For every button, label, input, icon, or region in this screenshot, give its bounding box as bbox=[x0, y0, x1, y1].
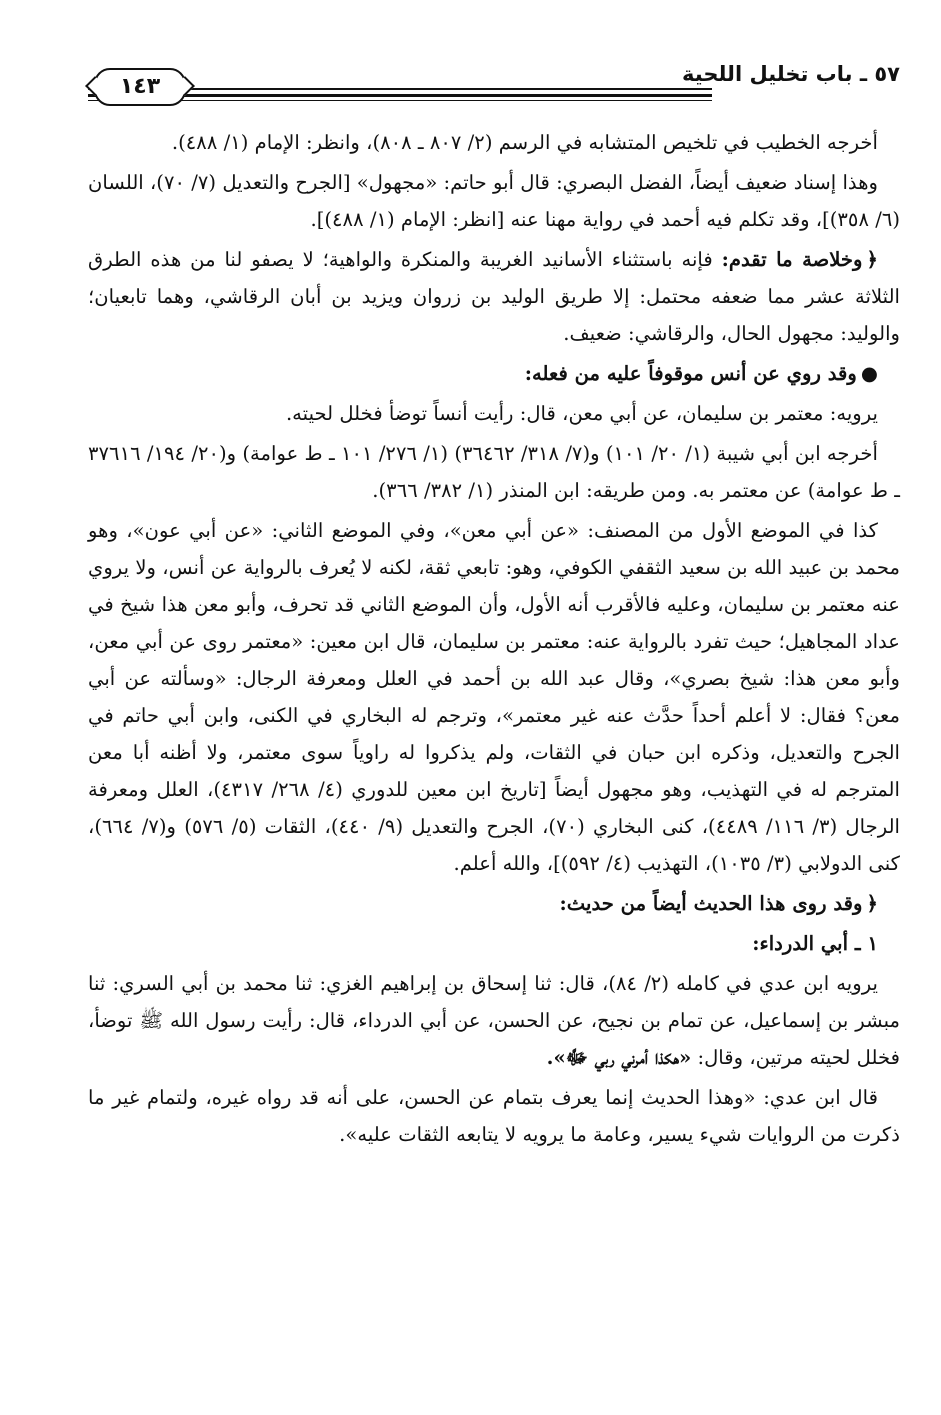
paragraph: أخرجه الخطيب في تلخيص المتشابه في الرسم (٢/ ٨٠٧ ـ ٨٠٨)، وانظر: الإمام (١/ ٤٨٨). bbox=[171, 131, 878, 154]
book-page bbox=[88, 58, 900, 1156]
page-header bbox=[88, 58, 900, 114]
paragraph: أخرجه ابن أبي شيبة (١/ ٢٠/ ١٠١) و(٧/ ٣١٨/ ٣٦٤٦٢) (١/ ٢٧٦/ ١٠١ ـ ط عوامة) و(٢٠/ ١٩٤/ ٣٧٦١٦ ـ ط عوامة) عن معتمر به. ومن طريقه: ابن المنذر (١/ ٣٨٢/ ٣٦٦). bbox=[88, 442, 900, 502]
bullet-icon: ● bbox=[860, 362, 878, 385]
paragraph: يرويه: معتمر بن سليمان، عن أبي معن، قال: رأيت أنساً توضأ فخلل لحيته. bbox=[285, 402, 878, 425]
subheading: ١ ـ أبي الدرداء: bbox=[752, 932, 878, 955]
ornament-icon: ﴿ bbox=[866, 248, 878, 271]
page-number-badge bbox=[94, 68, 186, 106]
summary-text: فإنه باستثناء الأسانيد الغريبة والمنكرة والواهية؛ لا يصفو لنا من هذه الطرق الثلاثة عشر مما ضعفه محتمل: إلا طريق الوليد بن زروان ويزيد بن أبان الرقاشي، وهما تابعيان؛ والوليد: مجهول الحال، والرقاشي: ضعيف. bbox=[88, 248, 900, 345]
page-body bbox=[88, 124, 900, 1153]
narration-paragraph bbox=[88, 965, 900, 1076]
section-heading-text: وقد روى هذا الحديث أيضاً من حديث: bbox=[559, 892, 863, 915]
page-number: ١٤٣ bbox=[119, 74, 161, 99]
summary-label: وخلاصة ما تقدم: bbox=[721, 248, 863, 271]
section-heading-text: وقد روي عن أنس موقوفاً عليه من فعله: bbox=[524, 362, 857, 385]
paragraph: وهذا إسناد ضعيف أيضاً، الفضل البصري: قال أبو حاتم: «مجهول» [الجرح والتعديل (٧/ ٧٠)، اللسان (٦/ ٣٥٨)]، وقد تكلم فيه أحمد في رواية مهنا عنه [انظر: الإمام (١/ ٤٨٨)]. bbox=[88, 171, 900, 231]
ornament-icon: ﴿ bbox=[866, 892, 878, 915]
section-heading bbox=[88, 355, 900, 392]
narration-text: يرويه ابن عدي في كامله (٢/ ٨٤)، قال: ثنا إسحاق بن إبراهيم الغزي: ثنا محمد بن أبي السري: ثنا مبشر بن إسماعيل، عن تمام بن نجيح، عن الحسن، عن أبي الدرداء، قال: رأيت رسول الله ﷺ توضأ، فخلل لحيته مرتين، وقال: bbox=[88, 972, 900, 1069]
summary-paragraph bbox=[88, 241, 900, 352]
paragraph: قال ابن عدي: «وهذا الحديث إنما يعرف بتمام عن الحسن، على أنه قد رواه غيره، ولتمام غير ما ذكرت من الروايات شيء يسير، وعامة ما يرويه لا يتابعه الثقات عليه». bbox=[88, 1086, 900, 1146]
hadith-text: «هكذا أمرني ربي ﷻ». bbox=[546, 1046, 692, 1069]
paragraph: كذا في الموضع الأول من المصنف: «عن أبي معن»، وفي الموضع الثاني: «عن أبي عون»، وهو محمد بن عبيد الله بن سعيد الثقفي الكوفي، وهو: تابعي ثقة، لكنه لا يُعرف بالرواية عن أنس، ولا يروي عنه معتمر بن سليمان، وعليه فالأقرب أنه الأول، وأن الموضع الثاني قد تحرف، وأبو معن هذا شيخ في عداد المجاهيل؛ حيث تفرد بالرواية عنه: معتمر بن سليمان، قال ابن معين: «معتمر روى عن أبي معن، وأبو معن هذا: شيخ بصري»، وقال عبد الله بن أحمد في العلل ومعرفة الرجال: «وسألته عن أبي معن؟ فقال: لا أعلم أحداً حدَّث عنه غير معتمر»، وترجم له البخاري في الكنى، وابن أبي حاتم في الجرح والتعديل، وذكره ابن حبان في الثقات، ولم يذكروا له راوياً سوى معتمر، ولا أظنه أبا معن المترجم له في التهذيب، وهو مجهول أيضاً [تاريخ ابن معين للدوري (٤/ ٢٦٨/ ٤٣١٧)، العلل ومعرفة الرجال (٣/ ١١٦/ ٤٤٨٩)، كنى البخاري (٧٠)، الجرح والتعديل (٩/ ٤٤٠)، الثقات (٥/ ٥٧٦) و(٧/ ٦٦٤)، كنى الدولابي (٣/ ١٠٣٥)، التهذيب (٤/ ٥٩٢)]، والله أعلم. bbox=[88, 519, 900, 875]
chapter-title: ٥٧ ـ باب تخليل اللحية bbox=[682, 62, 900, 86]
section-heading bbox=[88, 885, 900, 922]
